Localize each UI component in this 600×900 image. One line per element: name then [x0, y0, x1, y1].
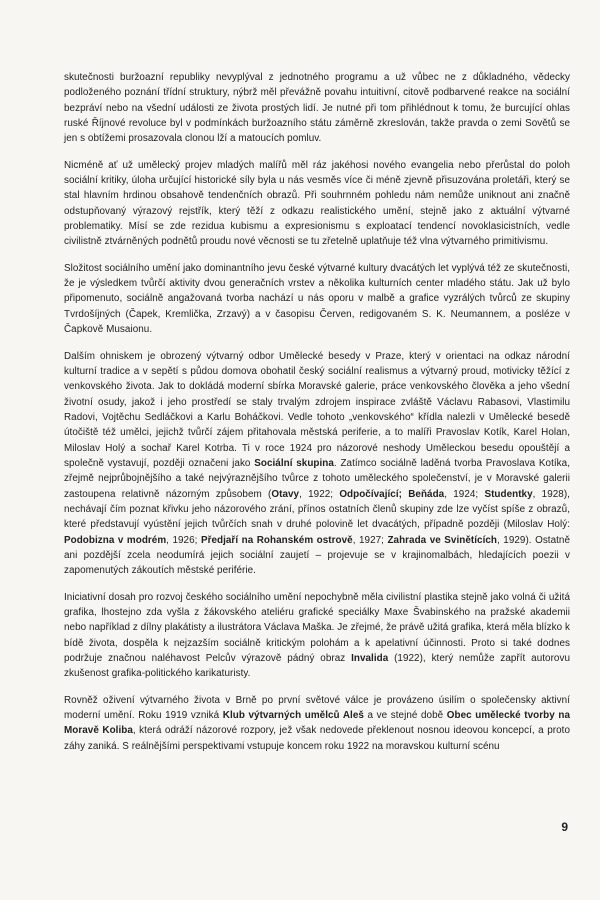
bold-title: Obec umělecké tvorby na Moravě Koliba: [64, 710, 570, 737]
bold-title: Předjaří na Rohanském ostrově: [200, 534, 353, 546]
text-run: , 1929). Ostatně ani pozdější zcela neodumírá jejich sociální zaujetí – projevuje se v krajinomalbách, hledajících poezii v zapomenutých zákoutích městské periférie.: [64, 534, 571, 577]
text-run: . Zatímco sociálně laděná tvorba Pravoslava Kotíka, zřejmě nejprůbojnějšího a také nejvýraznějšího tvůrce z tohoto uměleckého společenství, je v Moravské galerii zastoupena relativně názorným způsobem (: [64, 457, 570, 500]
page-number: 9: [561, 820, 568, 834]
paragraph: [64, 261, 570, 338]
paragraph: [64, 693, 570, 754]
text-run: Rovněž oživení výtvarného života v Brně po první světové válce je provázeno úsilím o společensky aktivní moderní umění. Roku 1919 vzniká: [64, 694, 570, 722]
text-run: , 1926;: [166, 534, 201, 546]
bold-title: Invalida: [351, 653, 389, 665]
text-run: , 1927;: [352, 534, 388, 546]
bold-title: Sociální skupina: [254, 457, 334, 469]
text-run: (1922), který nemůže zapřít autorovu zkušenost grafika-politického karikaturisty.: [64, 653, 570, 680]
paragraph: [64, 590, 570, 682]
paragraph: [64, 70, 570, 147]
text-run: , 1922;: [299, 488, 340, 500]
text-run: , 1924;: [444, 488, 485, 500]
bold-title: Otavy: [271, 488, 300, 500]
paragraph: [64, 349, 570, 579]
bold-title: Odpočívající; Beňáda: [339, 488, 445, 500]
text-run: skutečnosti buržoazní republiky nevyplýval z jednotného programu a už vůbec ne z důkladného, vědecky podloženého poznání třídní struktury, nýbrž měl převážně povahu intuitivní, citově podbarvené reakce na sociální bezpráví nebo na všední události ze života prostých lidí. Je nutné při tom přihlédnout k tomu, že burcující ohlas ruské Říjnové revoluce byl v podmínkách buržoazního státu záměrně zkreslován, takže pravda o zemi Sovětů se jen s obtížemi prosazovala clonou lží a matoucích pomluv.: [64, 72, 570, 145]
text-run: Dalším ohniskem je obrozený výtvarný odbor Umělecké besedy v Praze, který v orientaci na odkaz národní kulturní tradice a v sepětí s půdou domova obohatil český sociální realismus a výtvarný proud, motivicky těžící z venkovského života. Jak to dokládá moderní sbírka Moravské galerie, práce venkovského člověka a jeho všední životní osudy, jakož i jeho prostředí se staly trvalým zdrojem inspirace zvláště Václavu Rabasovi, Vlastimilu Radovi, Vojtěchu Sedláčkovi a Karlu Boháčkovi. Vedle tohoto „venkovského“ křídla nalezli v Umělecké besedě útočiště též umělci, jejichž tvůrčí zájem přitahovala městská periferie, a to malíři Pravoslav Kotík, Karel Holan, Miloslav Holý a sochař Karel Kotrba. Ti v roce 1924 pro názorové neshody Uměleckou besedu opouštějí a společně vystavují, později označeni jako: [64, 350, 570, 469]
text-run: Složitost sociálního umění jako dominantního jevu české výtvarné kultury dvacátých let vyplývá též ze skutečnosti, že je výsledkem tvůrčí aktivity dvou generačních vrstev a několika kulturních center mladého státu. Jak už bylo připomenuto, sociálně angažovaná tvorba nachází u nás oporu v malbě a grafice vyzrálých tvůrců ze skupiny Tvrdošíjných (Čapek, Kremlička, Zrzavý) a v časopisu Červen, redigovaném S. K. Neumannem, a posléze v Čapkově Musaionu.: [64, 262, 570, 336]
paragraph: [64, 158, 570, 250]
bold-title: Studentky: [484, 488, 533, 500]
bold-title: Zahrada ve Svinětících: [387, 534, 497, 546]
text-run: , 1928), nechávají čím poznat křivku jeho názorového zrání, přínos ostatních členů skupiny zde lze vyčíst spíše z obrazů, které představují vyústění jejich tvůrčích snah v druhé polovině let dvacátých, případně později (Miloslav Holý:: [64, 488, 570, 531]
text-run: a ve stejné době: [363, 710, 447, 722]
bold-title: Klub výtvarných umělců Aleš: [222, 710, 364, 722]
text-run: Nicméně ať už umělecký projev mladých malířů měl ráz jakéhosi nového evangelia nebo přerůstal do poloh sociální kritiky, úloha určující historické síly byla u nás vesměs více či méně zjevně přisuzována proletáři, který se stal hlavním hrdinou obsahově tendenčních obrazů. Při souhrnném pohledu nám nemůže uniknout ani značně odstupňovaný výrazový rejstřík, který těží z odkazu realistického umění, stejně jako z aktuální výtvarné problematiky. Mísí se zde rezidua kubismu a expresionismu s exploatací tendencí novoklasicistních, vedle civilistně ztvárněných podnětů proudu nové věcnosti se tu zřetelně uplatňuje též vlna výtvarného primitivismu.: [64, 159, 570, 248]
page-body: [64, 70, 570, 765]
bold-title: Podobizna v modrém: [64, 534, 167, 546]
text-run: Iniciativní dosah pro rozvoj českého sociálního umění nepochybně měla civilistní plastika stejně jako volná či užitá grafika, lhostejno zda vyšla z žákovského ateliéru grafické speciálky Maxe Švabinského na pražské akademii nebo například z dílny plakátisty a ilustrátora Václava Maška. Je zřejmé, že právě užitá grafika, která měla blízko k bídě života, dospěla k nejzazším sociálně kritickým polohám a k apelativní účinnosti. Proto si také dodnes podržuje značnou naléhavost Pelcův výrazově pádný obraz: [64, 591, 570, 665]
text-run: , která odráží názorové rozpory, jež však nedovede překlenout nosnou ideovou koncepcí, a proto záhy zaniká. S reálnějšími perspektivami vstupuje koncem roku 1922 na moravskou kulturní scénu: [64, 725, 570, 752]
